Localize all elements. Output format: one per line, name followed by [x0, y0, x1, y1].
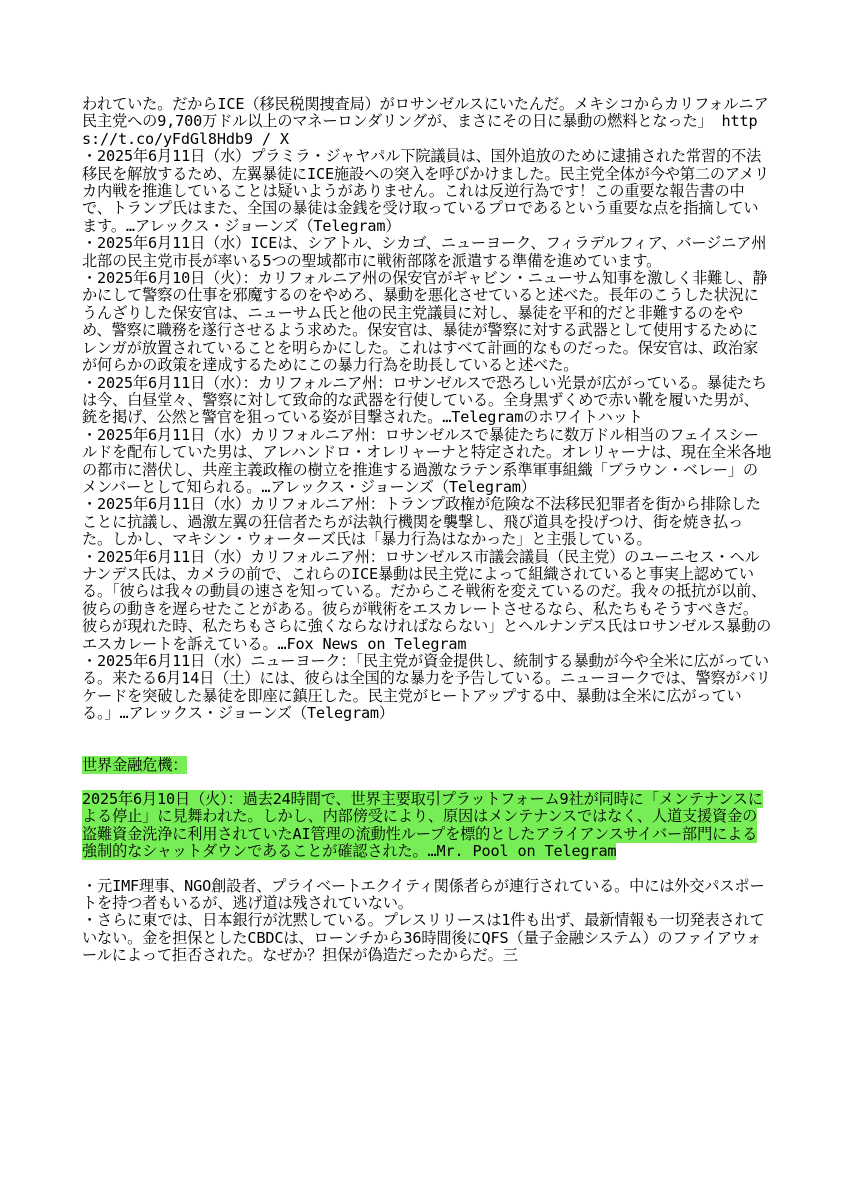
- bullet-hernandez: ・2025年6月11日（水）カリフォルニア州：ロサンゼルス市議会議員（民主党）のユーニセス・ヘルナンデス氏は、カメラの前で、これらのICE暴動は民主党によって組織されていると事実上認めている。「彼らは我々の動員の速さを知っている。だからこそ戦術を変えているのだ。我々の抵抗が以前、彼らの動きを遅らせたことがある。彼らが戦術をエスカレートさせるなら、私たちもそうすべきだ。彼らが現れた時、私たちもさらに強くならなければならない」とヘルナンデス氏はロサンゼルス暴動のエスカレートを訴えている。…Fox News on Telegram: [82, 547, 772, 653]
- highlight-paragraph-text: 2025年6月10日（火）：過去24時間で、世界主要取引プラットフォーム9社が同時に「メンテナンスによる停止」に見舞われた。しかし、内部傍受により、原因はメンテナンスではなく、人道支援資金の盗難資金洗浄に利用されていたAI管理の流動性ループを標的としたアライアンスサイバー部門による強制的なシャットダウンであることが確認された。…Mr. Pool on Telegram: [82, 790, 763, 861]
- highlight-paragraph: [82, 791, 772, 861]
- section-heading-highlight: 世界金融危機：: [82, 755, 188, 774]
- bullet-ice-tactical-units: ・2025年6月11日（水）ICEは、シアトル、シカゴ、ニューヨーク、フィラデルフィア、バージニア州北部の民主党市長が率いる5つの聖域都市に戦術部隊を派遣する準備を進めています。: [82, 234, 767, 270]
- bullet-la-weapons: ・2025年6月11日（水）：カリフォルニア州：ロサンゼルスで恐ろしい光景が広がっている。暴徒たちは今、白昼堂々、警察に対して致命的な武器を行使している。全身黒ずくめで赤い靴を履いた男が、銃を掲げ、公然と警官を狙っている姿が目撃された。…Telegramのホワイトハット: [82, 373, 767, 427]
- bullet-face-shields: ・2025年6月11日（水）カリフォルニア州：ロサンゼルスで暴徒たちに数万ドル相当のフェイスシールドを配布していた男は、アレハンドロ・オレリャーナと特定された。オレリャーナは、現在全米各地の都市に潜伏し、共産主義政権の樹立を推進する過激なラテン系準軍事組織「ブラウン・ベレー」のメンバーとして知られる。…アレックス・ジョーンズ（Telegram）: [82, 425, 772, 496]
- heading-gap: [82, 774, 772, 791]
- bullet-sheriff-newsom: ・2025年6月10日（火）：カリフォルニア州の保安官がギャビン・ニューサム知事を激しく非難し、静かにして警察の仕事を邪魔するのをやめろ、暴動を悪化させていると述べた。長年のこうした状況にうんざりした保安官は、ニューサム氏と他の民主党議員に対し、暴徒を平和的だと非難するのをやめ、警察に職務を遂行させるよう求めた。保安官は、暴徒が警察に対する武器として使用するためにレンガが放置されていることを明らかにした。これはすべて計画的なものだった。保安官は、政治家が何らかの政策を達成するためにこの暴力行為を助長していると述べた。: [82, 269, 768, 375]
- bullet-jayapal: ・2025年6月11日（水）プラミラ・ジャヤパル下院議員は、国外追放のために逮捕された常習的不法移民を解放するため、左翼暴徒にICE施設への突入を呼びかけました。民主党全体が今や第二のアメリカ内戦を推進していることは疑いようがありません。これは反逆行為です！この重要な報告書の中で、トランプ氏はまた、全国の暴徒は金銭を受け取っているプロであるという重要な点を指摘しています。…アレックス・ジョーンズ（Telegram）: [82, 147, 770, 235]
- paragraph-gap: [82, 861, 772, 878]
- section-gap: [82, 723, 772, 757]
- bullet-waters: ・2025年6月11日（水）カリフォルニア州：トランプ政権が危険な不法移民犯罪者を街から排除したことに抗議し、過激左翼の狂信者たちが法執行機関を襲撃し、飛び道具を投げつけ、街を焼き払った。しかし、マキシン・ウォーターズ氏は「暴力行為はなかった」と主張している。: [82, 495, 761, 549]
- paragraph-continuation: われていた。だからICE（移民税関捜査局）がロサンゼルスにいたんだ。メキシコからカリフォルニア民主党への9,700万ドル以上のマネーロンダリングが、まさにその日に暴動の燃料となった」 https://t.co/yFdGl8Hdb9 / X: [82, 95, 769, 148]
- bullet-imf-arrests: ・元IMF理事、NGO創設者、プライベートエクイティ関係者らが連行されている。中には外交パスポートを持つ者もいるが、逃げ道は残されていない。: [82, 876, 765, 913]
- bullet-new-york: ・2025年6月11日（水）ニューヨーク：「民主党が資金提供し、統制する暴動が今や全米に広がっている。来たる6月14日（土）には、彼らは全国的な暴力を予告している。ニューヨークでは、警察がバリケードを突破した暴徒を即座に鎮圧した。民主党がヒートアップする中、暴動は全米に広がっている。」…アレックス・ジョーンズ（Telegram）: [82, 652, 771, 723]
- section-heading: [82, 757, 772, 774]
- document-page: [82, 96, 772, 965]
- bullet-bank-of-japan: ・さらに東では、日本銀行が沈黙している。プレスリリースは1件も出ず、最新情報も一切発表されていない。金を担保としたCBDCは、ローンチから36時間後にQFS（量子金融システム）のファイアウォールによって拒否された。なぜか？担保が偽造だったからだ。三: [82, 911, 765, 965]
